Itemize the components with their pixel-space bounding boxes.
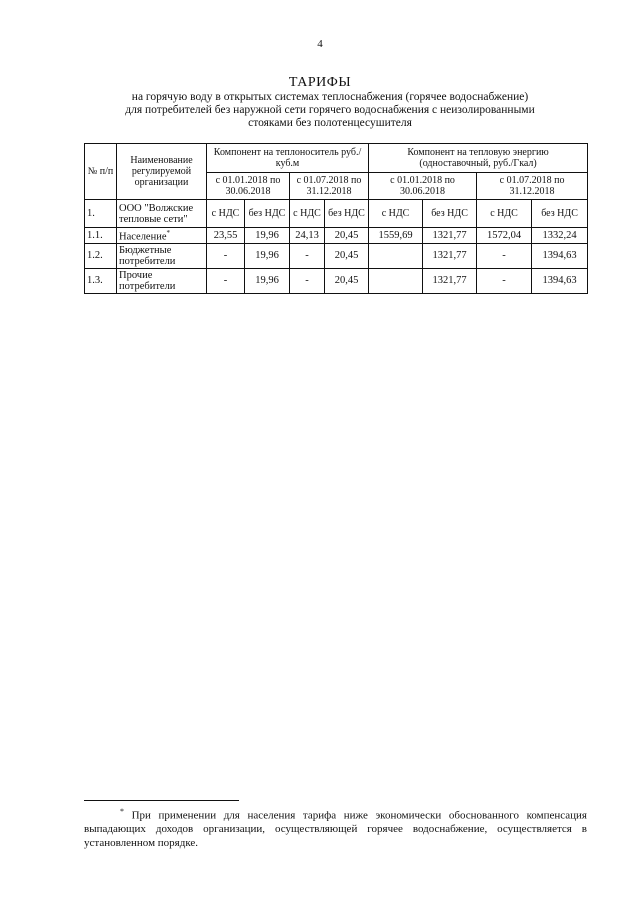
subtitle-line-3: стояками без полотенцесушителя [248, 117, 412, 129]
header-num: № п/п [85, 144, 117, 200]
table-cell: 20,45 [325, 268, 369, 293]
header-water-period-1: с 01.01.2018 по 30.06.2018 [207, 173, 290, 200]
row-organization-name: Население [119, 231, 167, 243]
row-number: 1.2. [85, 243, 117, 268]
table-cell: с НДС [207, 200, 245, 228]
table-cell: 1321,77 [423, 228, 477, 244]
table-row [85, 243, 588, 268]
table-cell: - [477, 268, 532, 293]
row-organization-name: ООО "Волжские тепловые сети" [119, 202, 194, 225]
table-row [85, 200, 588, 228]
header-heat-period-2: с 01.07.2018 по 31.12.2018 [477, 173, 588, 200]
table-row [85, 268, 588, 293]
row-number: 1.3. [85, 268, 117, 293]
header-water-period-2: с 01.07.2018 по 31.12.2018 [290, 173, 369, 200]
subtitle-line-2: для потребителей без наружной сети горячего водоснабжения с неизолированными [125, 104, 535, 116]
table-cell: с НДС [477, 200, 532, 228]
table-cell: 1559,69 [369, 228, 423, 244]
row-organization [117, 268, 207, 293]
table-cell: 1321,77 [423, 268, 477, 293]
header-org: Наименование регулируемой организации [117, 144, 207, 200]
table-cell: без НДС [325, 200, 369, 228]
row-organization [117, 243, 207, 268]
table-cell: 1321,77 [423, 243, 477, 268]
table-cell: - [207, 268, 245, 293]
table-cell: с НДС [290, 200, 325, 228]
page-number: 4 [317, 38, 323, 50]
table-cell: 19,96 [245, 268, 290, 293]
footnote-marker: * [166, 229, 170, 237]
row-number: 1. [85, 200, 117, 228]
table-cell: 20,45 [325, 243, 369, 268]
table-cell: 24,13 [290, 228, 325, 244]
row-organization [117, 228, 207, 244]
table-cell: с НДС [369, 200, 423, 228]
table-cell: 19,96 [245, 228, 290, 244]
table-cell: 23,55 [207, 228, 245, 244]
table-cell: - [290, 243, 325, 268]
footnote-text: При применении для населения тарифа ниже экономически обоснованного компенсация выпадающих доходов организации, осуществляющей горячее водоснабжение, осуществляется в установленном порядке. [84, 809, 587, 849]
table-cell: без НДС [423, 200, 477, 228]
table-cell: - [477, 243, 532, 268]
table-cell: без НДС [245, 200, 290, 228]
table-cell [369, 243, 423, 268]
table-cell: без НДС [532, 200, 588, 228]
subtitle-line-1: на горячую воду в открытых системах теплоснабжения (горячее водоснабжение) [131, 91, 529, 103]
row-organization [117, 200, 207, 228]
footnote-divider [84, 800, 239, 801]
table-cell: 1394,63 [532, 268, 588, 293]
table-cell: - [207, 243, 245, 268]
table-cell [369, 268, 423, 293]
row-organization-name: Бюджетные потребители [119, 244, 176, 267]
document-title: ТАРИФЫ [288, 75, 352, 90]
header-heat-period-1: с 01.01.2018 по 30.06.2018 [369, 173, 477, 200]
table-row [85, 228, 588, 244]
footnote-mark: * [120, 807, 124, 816]
table-cell: - [290, 268, 325, 293]
table-cell: 1572,04 [477, 228, 532, 244]
header-comp-water: Компонент на теплоноситель руб./куб.м [207, 144, 369, 173]
table-cell: 1394,63 [532, 243, 588, 268]
header-comp-heat: Компонент на тепловую энергию (одноставочный, руб./Гкал) [369, 144, 588, 173]
footnote [84, 805, 587, 850]
row-number: 1.1. [85, 228, 117, 244]
tariff-table [84, 143, 588, 294]
table-cell: 20,45 [325, 228, 369, 244]
table-cell: 1332,24 [532, 228, 588, 244]
row-organization-name: Прочие потребители [119, 269, 176, 292]
table-cell: 19,96 [245, 243, 290, 268]
